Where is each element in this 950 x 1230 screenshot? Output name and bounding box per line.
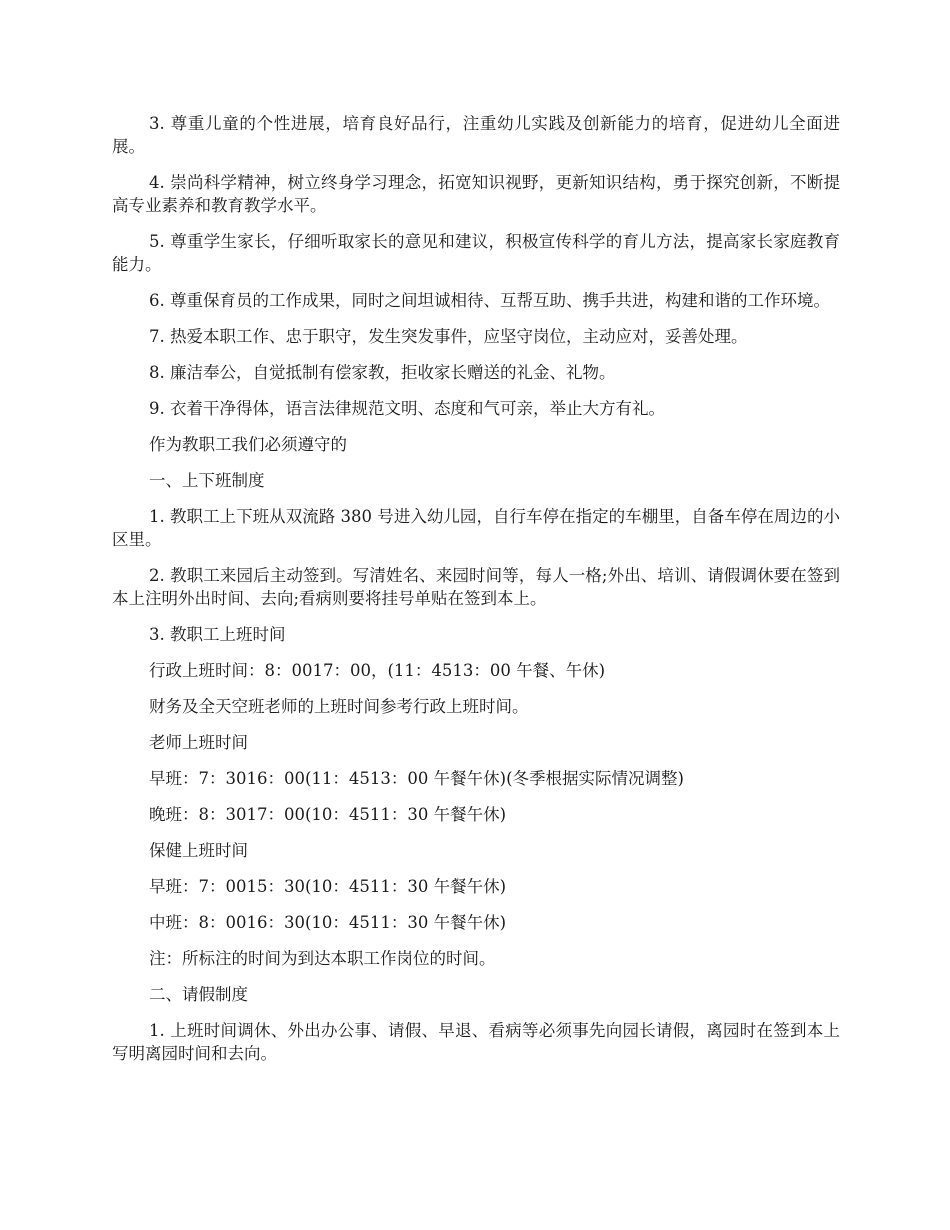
paragraph-commute-2: 2. 教职工来园后主动签到。写清姓名、来园时间等，每人一格;外出、培训、请假调休要在签到本上注明外出时间、去向;看病则要将挂号单贴在签到本上。 — [112, 566, 840, 608]
section-heading-leave: 二、请假制度 — [149, 985, 248, 1004]
paragraph-rule-5: 5. 尊重学生家长，仔细听取家长的意见和建议，积极宣传科学的育儿方法，提高家长家庭教育能力。 — [112, 232, 840, 274]
paragraph-note: 注：所标注的时间为到达本职工作岗位的时间。 — [149, 949, 496, 968]
paragraph-teacher-late: 晚班：8：3017：00(10：4511：30 午餐午休) — [149, 805, 507, 824]
paragraph-rule-9: 9. 衣着干净得体，语言法律规范文明、态度和气可亲，举止大方有礼。 — [149, 399, 665, 418]
paragraph-rule-4: 4. 崇尚科学精神，树立终身学习理念，拓宽知识视野，更新知识结构，勇于探究创新，不断提高专业素养和教育教学水平。 — [112, 173, 840, 215]
paragraph-rule-7: 7. 热爱本职工作、忠于职守，发生突发事件，应坚守岗位，主动应对，妥善处理。 — [149, 327, 748, 346]
paragraph-admin-hours: 行政上班时间：8：0017：00，(11：4513：00 午餐、午休) — [149, 661, 606, 680]
paragraph-rule-8: 8. 廉洁奉公，自觉抵制有偿家教，拒收家长赠送的礼金、礼物。 — [149, 363, 616, 382]
paragraph-teacher-hours-title: 老师上班时间 — [149, 733, 248, 752]
paragraph-health-hours-title: 保健上班时间 — [149, 841, 248, 860]
paragraph-commute-1: 1. 教职工上下班从双流路 380 号进入幼儿园，自行车停在指定的车棚里，自备车停在周边的小区里。 — [112, 507, 840, 549]
paragraph-commute-3: 3. 教职工上班时间 — [149, 625, 286, 644]
paragraph-rule-6: 6. 尊重保育员的工作成果，同时之间坦诚相待、互帮互助、携手共进，构建和谐的工作环境。 — [149, 291, 830, 310]
section-heading-commute: 一、上下班制度 — [149, 471, 265, 490]
paragraph-intro: 作为教职工我们必须遵守的 — [149, 435, 347, 454]
paragraph-finance-hours: 财务及全天空班老师的上班时间参考行政上班时间。 — [149, 697, 529, 716]
paragraph-leave-1: 1. 上班时间调休、外出办公事、请假、早退、看病等必须事先向园长请假，离园时在签到本上写明离园时间和去向。 — [112, 1021, 840, 1063]
paragraph-rule-3: 3. 尊重儿童的个性进展，培育良好品行，注重幼儿实践及创新能力的培育，促进幼儿全面进展。 — [112, 114, 840, 156]
document-page — [112, 112, 840, 1078]
paragraph-teacher-early: 早班：7：3016：00(11：4513：00 午餐午休)(冬季根据实际情况调整) — [149, 769, 684, 788]
paragraph-health-early: 早班：7：0015：30(10：4511：30 午餐午休) — [149, 877, 507, 896]
paragraph-health-middle: 中班：8：0016：30(10：4511：30 午餐午休) — [149, 913, 507, 932]
